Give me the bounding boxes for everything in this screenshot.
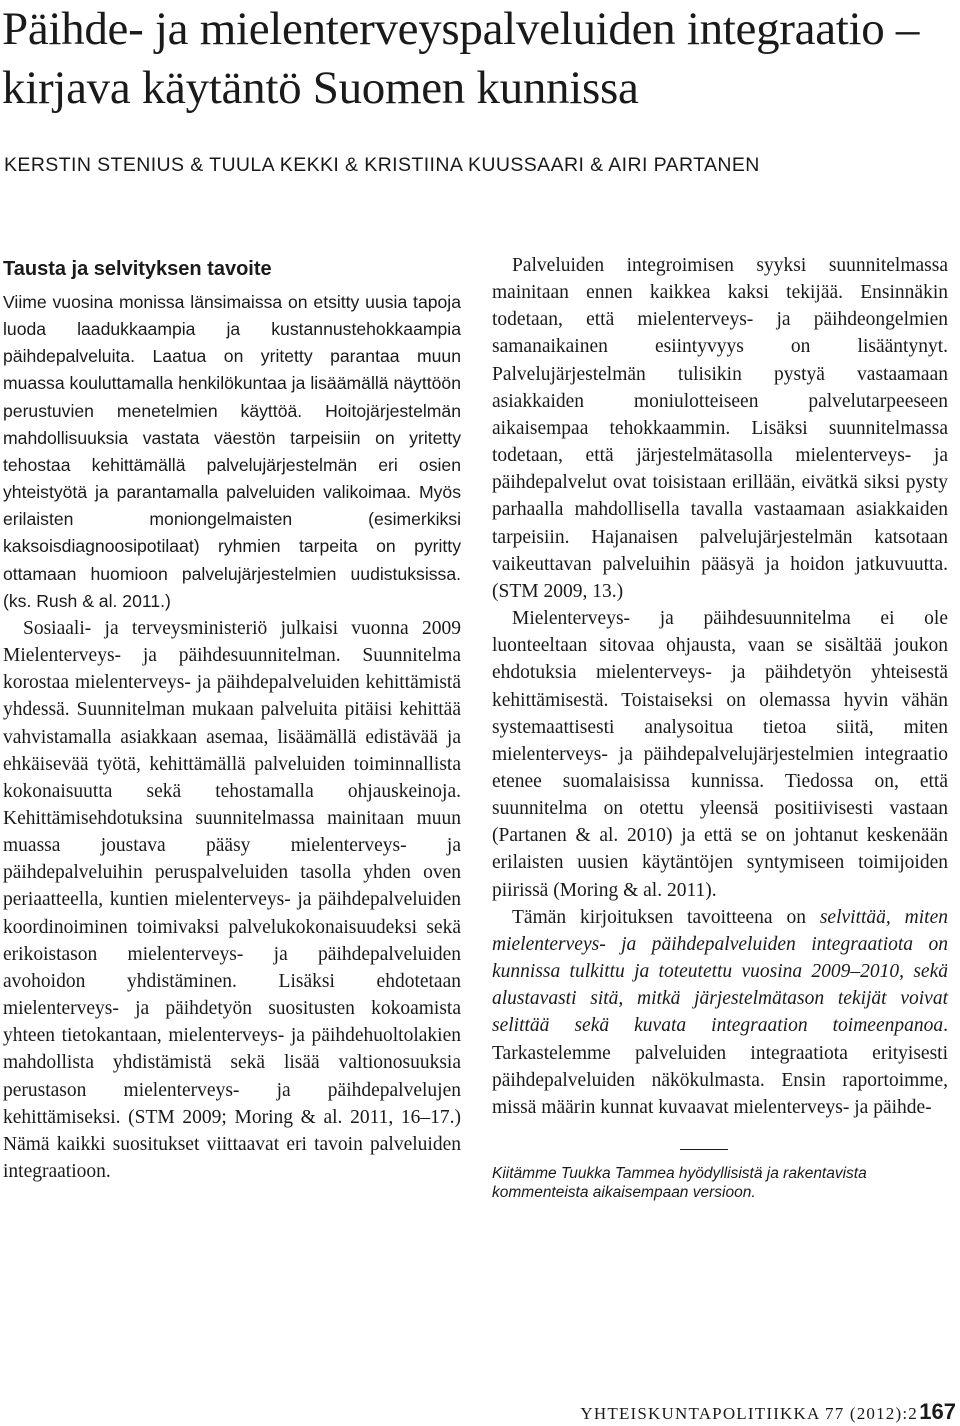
footnote: Kiitämme Tuukka Tammea hyödyllisistä ja rakentavista kommenteista aikaisempaan versioon. — [492, 1165, 867, 1201]
paragraph-intro: Viime vuosina monissa länsimaissa on etsitty uusia tapoja luoda laadukkaampia ja kustannustehokkaampia päihdepalveluita. Laatua on yritetty parantaa muun muassa kouluttamalla henkilökuntaa ja lisäämällä näyttöön perustuvien menetelmien käyttöä. Hoitojärjestelmän mahdollisuuksia vastata väestön tarpeisiin on yritetty tehostaa kehittämällä palvelujärjestelmän eri osien yhteistyötä ja parantamalla palveluiden valikoimaa. Myös erilaisten moniongelmaisten (esimerkiksi kaksoisdiagnoosipotilaat) ryhmien tarpeita on pyritty ottamaan huomioon palvelujärjestelmien uudistuksissa. (ks. Rush & al. 2011.) — [3, 292, 461, 611]
aim-text-end: . Tarkastelemme palveluiden integraatiota erityisesti päihdepalveluiden näkökulmasta. Ensin raportoimme, missä määrin kunnat kuvaavat mielenterveys- ja päihde- — [492, 1015, 948, 1118]
aim-text-start: Tämän kirjoituksen tavoitteena on — [512, 906, 820, 928]
journal-reference: YHTEISKUNTAPOLITIIKKA 77 (2012):2 — [580, 1404, 918, 1423]
section-heading: Tausta ja selvityksen tavoite — [3, 258, 272, 280]
aim-text-italic: selvittää, miten mielenterveys- ja päihdepalveluiden integraatiota on kunnissa tulkittu ja toteutettu vuosina 2009–2010, sekä alustavasti sitä, mitkä järjestelmätason tekijät voivat selittää sekä kuvata integraation toimeenpanoa — [492, 906, 948, 1037]
article-title: Päihde- ja mielenterveyspalveluiden integraatio – kirjava käytäntö Suomen kunnissa — [2, 3, 920, 114]
footnote-divider — [680, 1149, 728, 1150]
page-footer — [578, 1401, 958, 1425]
page-number: 167 — [919, 1399, 956, 1424]
left-column — [3, 252, 461, 1185]
paragraph-stm-plan: Sosiaali- ja terveysministeriö julkaisi vuonna 2009 Mielenterveys- ja päihdesuunnitelman. Suunnitelma korostaa mielenterveys- ja päihdepalveluiden kehittämistä yhdessä. Suunnitelman mukaan palveluita pitäisi kehittää vahvistamalla asiakkaan asemaa, lisäämällä edistävää ja ehkäisevää työtä, kehittämällä palveluiden toiminnallista kokonaisuutta sekä tehostamalla ohjauskeinoja. Kehittämisehdotuksina suunnitelmassa mainitaan muun muassa joustava pääsy mielenterveys- ja päihdepalveluihin peruspalveluiden tasolla yhden oven periaatteella, kuntien mielenterveys- ja päihdepalveluiden koordinoiminen toimivaksi palvelukokonaisuudeksi sekä erikoistason mielenterveys- ja päihdepalveluiden avohoidon yhdistäminen. Lisäksi ehdotetaan mielenterveys- ja päihdetyön suositusten kokoamista yhteen tietokantaan, mielenterveys- ja päihdehuoltolakien mahdollista yhdistämistä sekä lisää valtionosuuksia perustason mielenterveys- ja päihdepalvelujen kehittämiseksi. (STM 2009; Moring & al. 2011, 16–17.) Nämä kaikki suositukset viittaavat eri tavoin palveluiden integraatioon. — [3, 617, 461, 1182]
right-column — [492, 252, 948, 1202]
paragraph-integration-reasons: Palveluiden integroimisen syyksi suunnitelmassa mainitaan ennen kaikkea kaksi tekijää. Ensinnäkin todetaan, että mielenterveys- ja päihdeongelmien samanaikainen esiintyvyys on lisääntynyt. Palvelujärjestelmän tulisikin pystyä vastaamaan asiakkaiden moniulotteiseen palvelutarpeeseen aikaisempaa tehokkaammin. Lisäksi suunnitelmassa todetaan, että järjestelmätasolla mielenterveys- ja päihdepalvelut ovat toisistaan erillään, eivätkä siksi pysty parhaalla mahdollisella tavalla vastaamaan asiakkaiden tarpeisiin. Hajanaisen palvelujärjestelmän katsotaan vaikeuttavan palveluihin pääsyä ja hoidon jatkuvuutta. (STM 2009, 13.) — [492, 255, 948, 602]
paragraph-plan-status: Mielenterveys- ja päihdesuunnitelma ei ole luonteeltaan sitovaa ohjausta, vaan se sisältää joukon ehdotuksia mielenterveys- ja päihdetyön yhteisestä kehittämisestä. Toistaiseksi on olemassa hyvin vähän systemaattisesti analysoitua tietoa siitä, miten mielenterveys- ja päihdepalvelujärjestelmien integraatio etenee suomalaisissa kunnissa. Tiedossa on, että suunnitelma on otettu yleensä positiivisesti vastaan (Partanen & al. 2010) ja että se on johtanut keskenään erilaisten uusien käytäntöjen syntymiseen toimijoiden piirissä (Moring & al. 2011). — [492, 608, 948, 901]
paragraph-aim — [492, 904, 948, 1121]
author-list: KERSTIN STENIUS & TUULA KEKKI & KRISTIINA KUUSSAARI & AIRI PARTANEN — [4, 154, 760, 176]
